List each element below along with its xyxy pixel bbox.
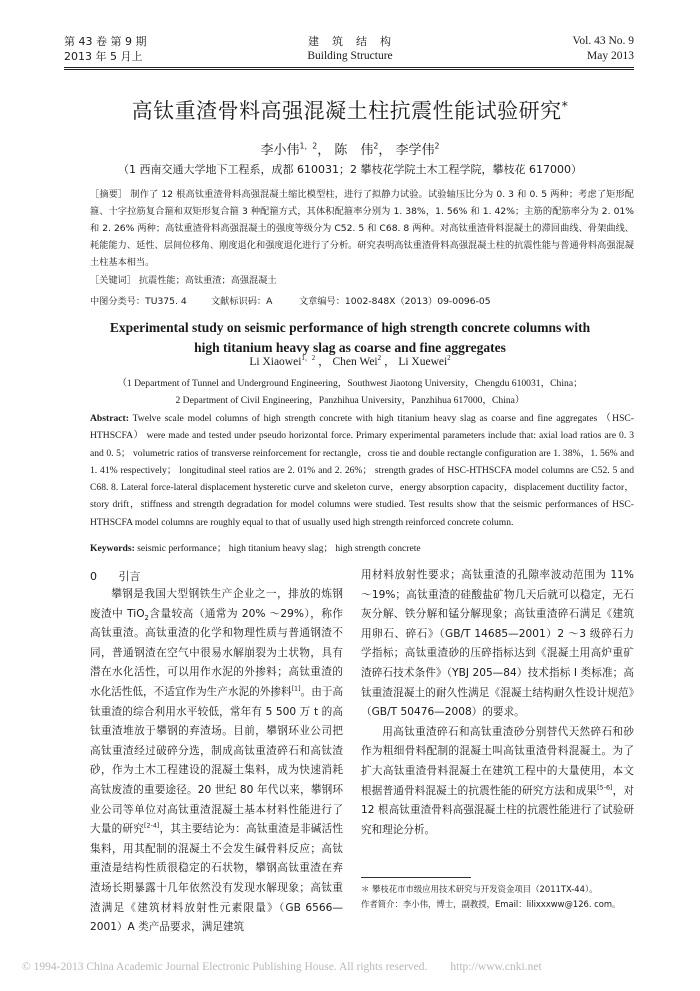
author-en-2: Chen Wei: [332, 356, 378, 368]
left-column: [90, 585, 343, 938]
journal-volume-en: [480, 34, 634, 64]
authors-cn: [0, 139, 700, 158]
author-cn-3: 李学伟: [395, 143, 435, 158]
intro-p1-part2: 含量较高（通常为 20% ～29%），称作高钛重渣。高钛重渣的化学和物理性质与普通钢渣不同，普通钢渣在空气中很易水解崩裂为土状物，具有潜在水化活性，可以用作水泥的外掺料；高钛重渣的水化活性低，不适宜作为生产水泥的外掺料: [90, 607, 344, 698]
abstract-cn: [90, 186, 634, 271]
intro-p1-part1: 攀钢是我国大型钢铁生产企业之一，排放的炼钢废渣中 TiO: [90, 588, 343, 620]
volume-issue-cn: 第 43 卷 第 9 期: [64, 35, 147, 48]
author-cn-3-affil: 2: [434, 141, 440, 151]
author-en-1: Li Xiaowei: [249, 356, 302, 368]
intro-p1-part4: ，其主要结论为：高钛重渣是非碱活性集料，用其配制的混凝土不会发生碱骨料反应；高钛重渣是结构性质很稳定的石状物，攀钢高钛重渣在弃渣场长期暴露十几年依然没有发现水解现象；高钛重渣满足《建筑材料放射性元素限量》（GB 6566—2001）A 类产品要求，满足建筑: [90, 823, 344, 934]
document-code: 文献标识码：A: [211, 296, 273, 307]
author-cn-2: 陈 伟: [334, 143, 374, 158]
affiliation-cn: （1 西南交通大学地下工程系，成都 610031；2 攀枝花学院土木工程学院，攀枝花 617000）: [118, 163, 582, 176]
journal-name-cn: 建 筑 结 构: [308, 35, 392, 48]
footnote-rule: [361, 877, 471, 878]
author-en-3-affil: 2: [447, 355, 451, 363]
author-en-3: Li Xuewei: [398, 356, 448, 368]
intro-paragraph-1-cont: 用材料放射性要求；高钛重渣的孔隙率波动范围为 11% ～19%；高钛重渣的硅酸盐矿物几天后就可以稳定，无石灰分解、铁分解和锰分解现象；高钛重渣碎石满足《建筑用卵石、碎石》（GB/T 14685—2001）2 ～3 级碎石力学指标；高钛重渣砂的压碎指标达到《混凝土用高炉重矿渣碎石技术条件》（YBJ 205—84）技术指标 I 类标准；高钛重渣混凝土的耐久性满足《混凝土结构耐久性设计规范》（GB/T 50476—2008）的要求。: [361, 569, 634, 719]
clc-number: 中图分类号：TU375. 4: [90, 296, 187, 307]
keywords-cn: [90, 272, 634, 289]
paper-title-en: Experimental study on seismic performance of high strength concrete columns with high titanium heavy slag as coarse and fine aggregates: [109, 320, 591, 355]
author-sep: ，: [315, 356, 330, 368]
author-cn-1-affil: 1，2: [299, 141, 318, 151]
abstract-en-label: Abstract:: [90, 413, 129, 424]
author-sep: ，: [317, 143, 331, 158]
affiliation-en-2: 2 Department of Civil Engineering，Panzhihua University，Panzhihua 617000，China）: [175, 395, 525, 406]
author-en-2-affil: 2: [377, 355, 382, 363]
article-number: 文章编号：1002-848X（2013）09-0096-05: [299, 296, 491, 307]
author-sep: ，: [378, 143, 392, 158]
citation-1: [1]: [291, 685, 301, 693]
abstract-en: [90, 410, 634, 531]
citation-5-6: [5-6]: [597, 784, 613, 791]
title-footnote-mark: *: [561, 98, 569, 113]
section-heading: [90, 568, 141, 584]
copyright-footer: © 1994-2013 China Academic Journal Electronic Publishing House. All rights reserved. http://www.cnki.net: [22, 961, 542, 973]
keywords-en: [90, 540, 634, 557]
keywords-cn-label: ［关键词］: [90, 275, 136, 286]
keywords-cn-text: 抗震性能；高钛重渣；高强混凝土: [138, 275, 277, 286]
header-rule: [64, 67, 634, 68]
abstract-en-text: Twelve scale model columns of high strength concrete with high titanium heavy slag as coarse and fine aggregates （HSC-HTHSCFA） were made and tested under pseudo horizontal force. Primary experimental parameters include that: axial load ratios are 0. 3 and 0. 5； volumetric ratios of transverse reinforcement for rectangle，cross tie and double rectangle configuration are 1. 38%，1. 56% and 1. 41% respectively； longitudinal steel ratios are 2. 01% and 2. 26%； strength grades of HSC-HTHSCFA model columns are C52. 5 and C68. 8. Lateral force-lateral displacement hysteretic curve and skeleton curve，energy absorption capacity，displacement ductility factor，story drift，stiffness and strength degradation for model columns were studied. Test results show that the seismic performances of HSC-HTHSCFA model columns are roughly equal to that of usually used high strength reinforced concrete column.: [90, 413, 634, 528]
section-number: 0: [90, 570, 97, 583]
issue-date-en: May 2013: [587, 50, 634, 62]
journal-volume-issue: [64, 34, 146, 64]
abstract-cn-label: ［摘要］: [90, 189, 128, 200]
footnote-author-bio: 作者简介：李小伟，博士，副教授，Email：lilixxxww@126. com。: [361, 899, 621, 909]
volume-issue-en: Vol. 43 No. 9: [572, 35, 634, 47]
footnote-funding: ＊ 攀枝花市市级应用技术研究与开发资金项目（2011TX-44）。: [361, 884, 598, 894]
author-cn-1: 李小伟: [260, 143, 300, 158]
author-cn-2-affil: 2: [373, 141, 379, 151]
section-title: 引言: [118, 570, 141, 583]
author-en-1-affil: 1，2: [301, 355, 316, 363]
intro-paragraph-2: [361, 723, 634, 841]
intro-p1-part3: 。由于高钛重渣的综合利用水平较低，常年有 5 500 万 t 的高钛重渣堆放于攀钢的弃渣场。目前，攀钢环业公司把高钛重渣经过破碎分选，制成高钛重渣碎石和高钛渣砂，作为土木工程建设的混凝土集料，成为快速消耗高钛废渣的重要途径。20 世纪 80 年代以来，攀钢环业公司等单位对高钛重渣混凝土基本材料性能进行了大量的研究: [90, 685, 344, 836]
intro-p2-part1: 用高钛重渣碎石和高钛重渣砂分别替代天然碎石和砂作为粗细骨料配制的混凝土叫高钛重渣骨料混凝土。为了扩大高钛重渣骨料混凝土在建筑工程中的大量使用，本文根据普通骨料混凝土的抗震性能的研究方法和成果: [361, 725, 634, 797]
journal-name: [250, 34, 450, 64]
right-column: [361, 566, 634, 840]
affiliation-en-1: （1 Department of Tunnel and Underground Engineering，Southwest Jiaotong University，Chengdu 610031，China；: [117, 378, 583, 389]
authors-en: [0, 353, 700, 369]
keywords-en-label: Keywords:: [90, 543, 135, 554]
paper-title-cn: [0, 95, 700, 125]
title-cn-text: 高钛重渣骨料高强混凝土柱抗震性能试验研究: [131, 99, 562, 123]
keywords-en-text: seismic performance； high titanium heavy slag； high strength concrete: [137, 543, 421, 554]
issue-date-cn: 2013 年 5 月上: [64, 50, 143, 63]
header-rule-secondary: [64, 69, 634, 70]
tio2-subscript: 2: [144, 613, 149, 622]
citation-2-4: [2-4]: [144, 822, 160, 830]
abstract-cn-text: 制作了 12 根高钛重渣骨料高强混凝土缩比模型柱，进行了拟静力试验。试验轴压比分为 0. 3 和 0. 5 两种；考虑了矩形配箍、十字拉筋复合箍和双矩形复合箍 3 种配箍方式，其体积配箍率分别为 1. 38%，1. 56% 和 1. 42%；主筋的配筋率分为 2. 01% 和 2. 26% 两种；高钛重渣骨料高强混凝土的强度等级分为 C52. 5 和 C68. 8 两种。对高钛重渣骨料混凝土的滞回曲线、骨架曲线、耗能能力、延性、层间位移角、刚度退化和强度退化进行了分析。研究表明高钛重渣骨料高强混凝土柱的抗震性能与普通骨料高强混凝土柱基本相当。: [90, 189, 634, 268]
intro-paragraph-1: [90, 585, 343, 938]
journal-name-en: Building Structure: [307, 50, 393, 62]
author-sep: ，: [381, 356, 396, 368]
intro-p2-part2: ，对 12 根高钛重渣骨料高强混凝土柱的抗震性能进行了试验研究和理论分析。: [361, 784, 635, 836]
